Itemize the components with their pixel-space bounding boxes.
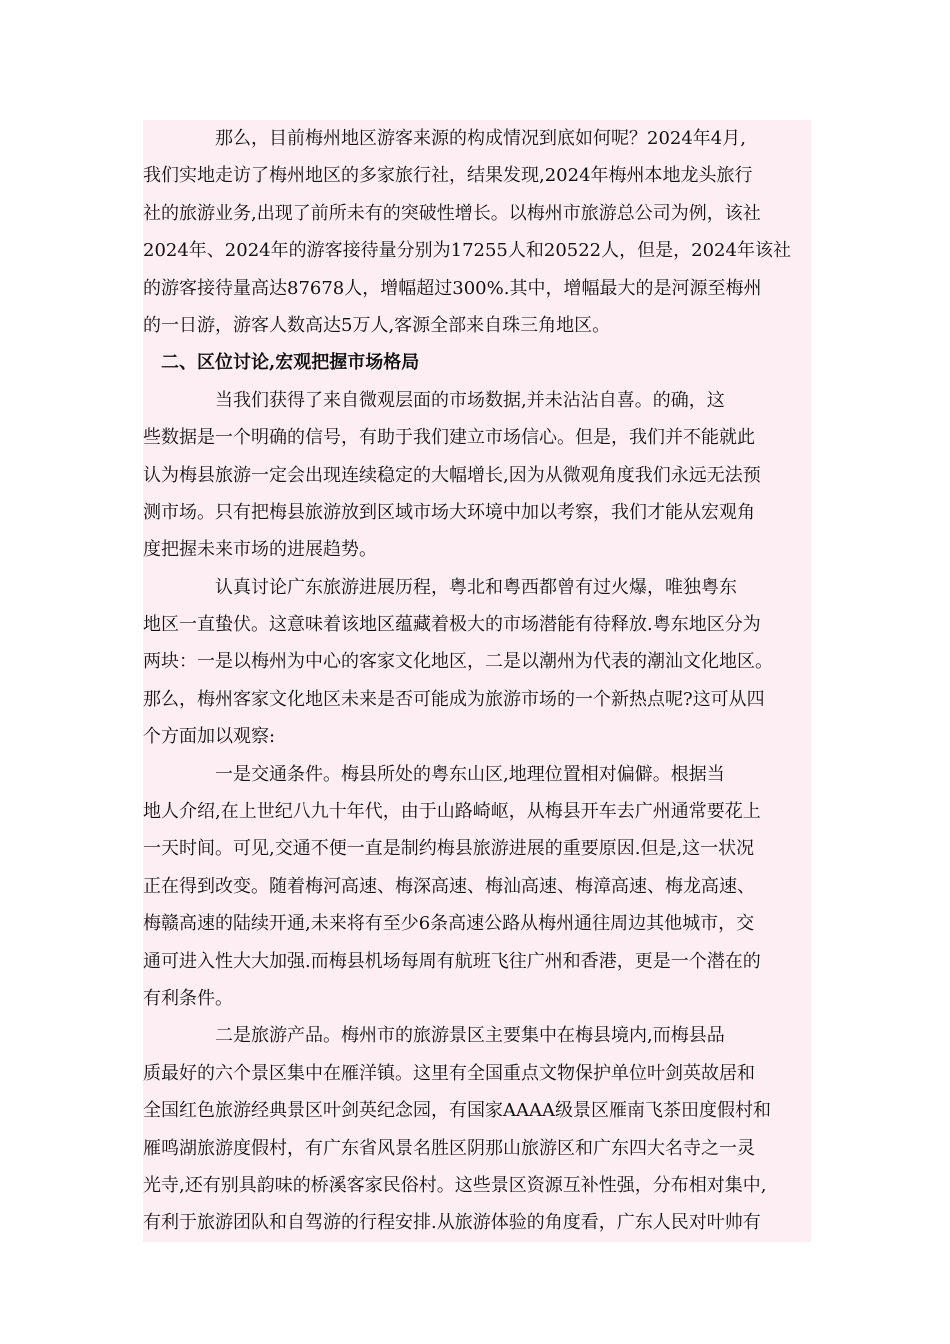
body-text-line: 地区一直蛰伏。这意味着该地区蕴藏着极大的市场潜能有待释放.粤东地区分为 — [143, 606, 811, 643]
body-text-line: 光寺,还有别具韵味的桥溪客家民俗村。这些景区资源互补性强，分布相对集中, — [143, 1167, 811, 1204]
body-text-line: 地人介绍,在上世纪八九十年代，由于山路崎岖，从梅县开车去广州通常要花上 — [143, 793, 811, 830]
body-text-line: 质最好的六个景区集中在雁洋镇。这里有全国重点文物保护单位叶剑英故居和 — [143, 1055, 811, 1092]
body-text-line: 认为梅县旅游一定会出现连续稳定的大幅增长,因为从微观角度我们永远无法预 — [143, 457, 811, 494]
body-text-line: 一天时间。可见,交通不便一直是制约梅县旅游进展的重要原因.但是,这一状况 — [143, 830, 811, 867]
document-body — [143, 120, 811, 1242]
body-text-line: 的一日游，游客人数高达5万人,客源全部来自珠三角地区。 — [143, 307, 811, 344]
body-text-line: 度把握未来市场的进展趋势。 — [143, 531, 811, 568]
body-text-line: 个方面加以观察: — [143, 718, 811, 755]
section-heading: 二、区位讨论,宏观把握市场格局 — [143, 344, 811, 381]
body-text-line: 一是交通条件。梅县所处的粤东山区,地理位置相对偏僻。根据当 — [143, 756, 811, 793]
body-text-line: 雁鸣湖旅游度假村，有广东省风景名胜区阴那山旅游区和广东四大名寺之一灵 — [143, 1130, 811, 1167]
body-text-line: 两块：一是以梅州为中心的客家文化地区，二是以潮州为代表的潮汕文化地区。 — [143, 643, 811, 680]
body-text-line: 当我们获得了来自微观层面的市场数据,并未沾沾自喜。的确，这 — [143, 382, 811, 419]
body-text-line: 梅赣高速的陆续开通,未来将有至少6条高速公路从梅州通往周边其他城市，交 — [143, 905, 811, 942]
body-text-line: 正在得到改变。随着梅河高速、梅深高速、梅汕高速、梅漳高速、梅龙高速、 — [143, 868, 811, 905]
body-text-line: 那么，目前梅州地区游客来源的构成情况到底如何呢？2024年4月, — [143, 120, 811, 157]
body-text-line: 有利于旅游团队和自驾游的行程安排.从旅游体验的角度看，广东人民对叶帅有 — [143, 1204, 811, 1241]
body-text-line: 测市场。只有把梅县旅游放到区域市场大环境中加以考察，我们才能从宏观角 — [143, 494, 811, 531]
body-text-line: 有利条件。 — [143, 980, 811, 1017]
body-text-line: 的游客接待量高达87678人，增幅超过300%.其中，增幅最大的是河源至梅州 — [143, 270, 811, 307]
body-text-line: 我们实地走访了梅州地区的多家旅行社，结果发现,2024年梅州本地龙头旅行 — [143, 157, 811, 194]
body-text-line: 些数据是一个明确的信号，有助于我们建立市场信心。但是，我们并不能就此 — [143, 419, 811, 456]
body-text-line: 二是旅游产品。梅州市的旅游景区主要集中在梅县境内,而梅县品 — [143, 1017, 811, 1054]
body-text-line: 2024年、2024年的游客接待量分别为17255人和20522人，但是，2024年该社 — [143, 232, 811, 269]
body-text-line: 通可进入性大大加强.而梅县机场每周有航班飞往广州和香港，更是一个潜在的 — [143, 943, 811, 980]
body-text-line: 社的旅游业务,出现了前所未有的突破性增长。以梅州市旅游总公司为例，该社 — [143, 195, 811, 232]
body-text-line: 认真讨论广东旅游进展历程，粤北和粤西都曾有过火爆，唯独粤东 — [143, 569, 811, 606]
body-text-line: 那么，梅州客家文化地区未来是否可能成为旅游市场的一个新热点呢?这可从四 — [143, 681, 811, 718]
body-text-line: 全国红色旅游经典景区叶剑英纪念园，有国家AAAA级景区雁南飞茶田度假村和 — [143, 1092, 811, 1129]
